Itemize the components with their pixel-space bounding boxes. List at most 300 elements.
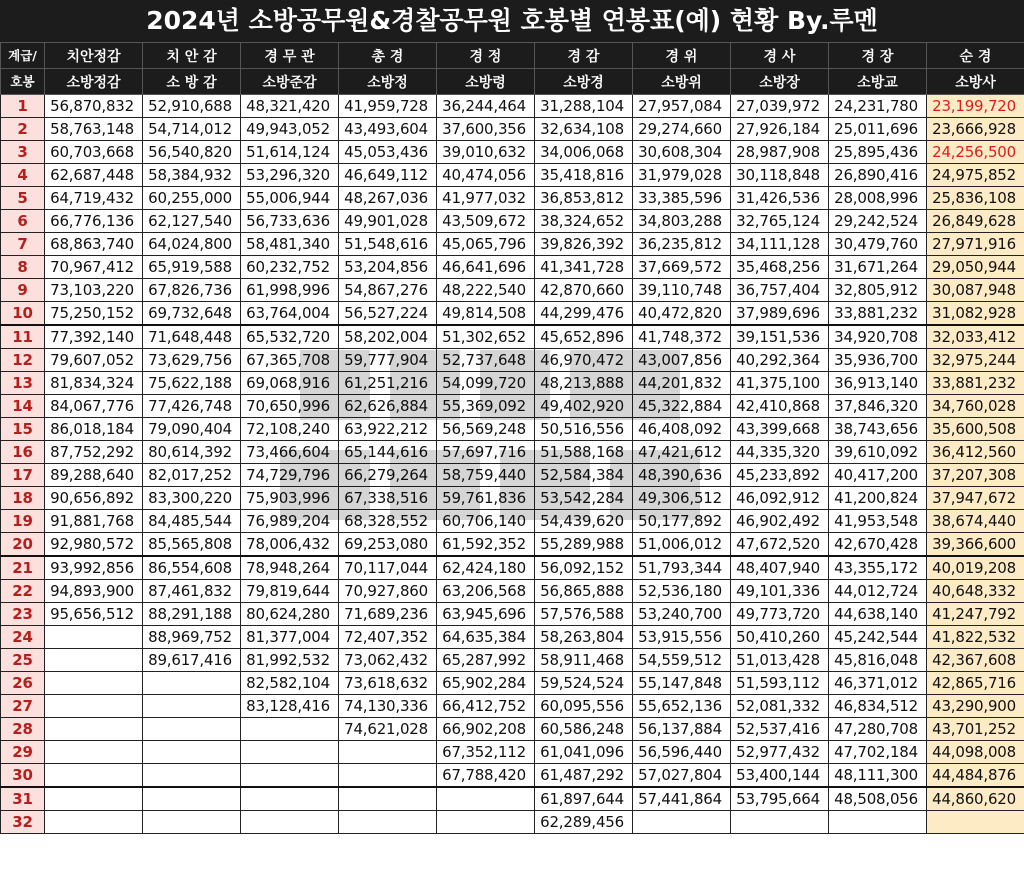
salary-cell: 52,081,332 bbox=[731, 695, 829, 718]
salary-cell: 37,600,356 bbox=[437, 118, 535, 141]
salary-cell: 56,870,832 bbox=[45, 95, 143, 118]
salary-cell: 32,765,124 bbox=[731, 210, 829, 233]
salary-cell: 69,068,916 bbox=[241, 372, 339, 395]
salary-cell: 35,468,256 bbox=[731, 256, 829, 279]
salary-table bbox=[0, 42, 1024, 834]
salary-cell: 27,957,084 bbox=[633, 95, 731, 118]
salary-cell bbox=[45, 811, 143, 834]
salary-cell: 45,652,896 bbox=[535, 325, 633, 349]
salary-cell: 60,232,752 bbox=[241, 256, 339, 279]
salary-cell: 75,903,996 bbox=[241, 487, 339, 510]
step-number: 14 bbox=[1, 395, 45, 418]
salary-cell: 58,481,340 bbox=[241, 233, 339, 256]
table-row bbox=[1, 764, 1024, 788]
salary-cell: 31,979,028 bbox=[633, 164, 731, 187]
salary-cell: 44,098,008 bbox=[927, 741, 1024, 764]
salary-cell: 51,548,616 bbox=[339, 233, 437, 256]
table-row bbox=[1, 141, 1024, 164]
salary-cell: 48,508,056 bbox=[829, 787, 927, 811]
salary-cell: 83,300,220 bbox=[143, 487, 241, 510]
rank-fire-header: 소방정 bbox=[339, 69, 437, 95]
salary-cell: 52,737,648 bbox=[437, 349, 535, 372]
table-row bbox=[1, 787, 1024, 811]
salary-cell: 38,743,656 bbox=[829, 418, 927, 441]
salary-cell: 63,922,212 bbox=[339, 418, 437, 441]
salary-cell: 56,540,820 bbox=[143, 141, 241, 164]
salary-cell: 42,670,428 bbox=[829, 533, 927, 557]
salary-cell bbox=[45, 626, 143, 649]
salary-cell: 79,607,052 bbox=[45, 349, 143, 372]
table-row bbox=[1, 811, 1024, 834]
table-row bbox=[1, 118, 1024, 141]
salary-cell bbox=[143, 695, 241, 718]
salary-cell: 42,410,868 bbox=[731, 395, 829, 418]
salary-cell: 25,836,108 bbox=[927, 187, 1024, 210]
salary-cell: 66,279,264 bbox=[339, 464, 437, 487]
salary-cell: 34,803,288 bbox=[633, 210, 731, 233]
step-number: 21 bbox=[1, 556, 45, 580]
salary-cell: 55,289,988 bbox=[535, 533, 633, 557]
salary-cell: 49,402,920 bbox=[535, 395, 633, 418]
salary-cell: 87,752,292 bbox=[45, 441, 143, 464]
step-number: 8 bbox=[1, 256, 45, 279]
salary-cell bbox=[437, 787, 535, 811]
salary-cell: 45,053,436 bbox=[339, 141, 437, 164]
salary-cell: 84,067,776 bbox=[45, 395, 143, 418]
salary-cell: 41,341,728 bbox=[535, 256, 633, 279]
table-row bbox=[1, 233, 1024, 256]
salary-cell: 48,267,036 bbox=[339, 187, 437, 210]
salary-cell: 49,901,028 bbox=[339, 210, 437, 233]
salary-cell: 56,733,636 bbox=[241, 210, 339, 233]
table-row bbox=[1, 533, 1024, 557]
table-row bbox=[1, 487, 1024, 510]
salary-cell: 25,895,436 bbox=[829, 141, 927, 164]
salary-cell: 29,050,944 bbox=[927, 256, 1024, 279]
salary-cell: 40,292,364 bbox=[731, 349, 829, 372]
salary-cell: 61,592,352 bbox=[437, 533, 535, 557]
salary-cell: 70,967,412 bbox=[45, 256, 143, 279]
salary-cell bbox=[45, 787, 143, 811]
table-row bbox=[1, 187, 1024, 210]
rank-fire-header: 소방장 bbox=[731, 69, 829, 95]
salary-cell: 55,652,136 bbox=[633, 695, 731, 718]
salary-cell: 34,111,128 bbox=[731, 233, 829, 256]
salary-cell bbox=[143, 764, 241, 788]
salary-cell: 61,897,644 bbox=[535, 787, 633, 811]
salary-cell: 71,648,448 bbox=[143, 325, 241, 349]
salary-cell: 95,656,512 bbox=[45, 603, 143, 626]
rank-police-header: 총 경 bbox=[339, 43, 437, 69]
salary-cell: 40,417,200 bbox=[829, 464, 927, 487]
salary-cell: 41,247,792 bbox=[927, 603, 1024, 626]
salary-cell: 82,582,104 bbox=[241, 672, 339, 695]
salary-cell: 34,920,708 bbox=[829, 325, 927, 349]
salary-cell: 42,367,608 bbox=[927, 649, 1024, 672]
salary-cell: 63,206,568 bbox=[437, 580, 535, 603]
salary-cell: 64,635,384 bbox=[437, 626, 535, 649]
step-number: 11 bbox=[1, 325, 45, 349]
salary-cell: 69,253,080 bbox=[339, 533, 437, 557]
salary-cell: 73,466,604 bbox=[241, 441, 339, 464]
salary-cell: 70,927,860 bbox=[339, 580, 437, 603]
step-number: 17 bbox=[1, 464, 45, 487]
salary-cell: 47,280,708 bbox=[829, 718, 927, 741]
salary-cell: 86,018,184 bbox=[45, 418, 143, 441]
salary-cell: 60,706,140 bbox=[437, 510, 535, 533]
salary-cell: 33,881,232 bbox=[829, 302, 927, 326]
salary-cell: 73,629,756 bbox=[143, 349, 241, 372]
salary-cell: 65,287,992 bbox=[437, 649, 535, 672]
salary-cell: 55,147,848 bbox=[633, 672, 731, 695]
table-header bbox=[1, 43, 1024, 95]
salary-cell: 90,656,892 bbox=[45, 487, 143, 510]
salary-cell: 30,087,948 bbox=[927, 279, 1024, 302]
salary-cell: 31,082,928 bbox=[927, 302, 1024, 326]
salary-cell: 48,407,940 bbox=[731, 556, 829, 580]
salary-cell: 48,390,636 bbox=[633, 464, 731, 487]
salary-cell: 65,902,284 bbox=[437, 672, 535, 695]
salary-cell: 79,090,404 bbox=[143, 418, 241, 441]
salary-cell: 30,479,760 bbox=[829, 233, 927, 256]
salary-cell bbox=[45, 741, 143, 764]
salary-cell: 56,865,888 bbox=[535, 580, 633, 603]
salary-cell: 51,593,112 bbox=[731, 672, 829, 695]
salary-cell: 69,732,648 bbox=[143, 302, 241, 326]
salary-cell: 88,291,188 bbox=[143, 603, 241, 626]
step-number: 32 bbox=[1, 811, 45, 834]
step-number: 9 bbox=[1, 279, 45, 302]
salary-cell bbox=[143, 787, 241, 811]
rank-police-header: 치 안 감 bbox=[143, 43, 241, 69]
salary-cell: 50,410,260 bbox=[731, 626, 829, 649]
salary-cell: 41,977,032 bbox=[437, 187, 535, 210]
salary-cell: 47,421,612 bbox=[633, 441, 731, 464]
salary-cell: 54,867,276 bbox=[339, 279, 437, 302]
step-number: 29 bbox=[1, 741, 45, 764]
salary-cell: 60,586,248 bbox=[535, 718, 633, 741]
salary-cell bbox=[45, 649, 143, 672]
salary-cell bbox=[45, 695, 143, 718]
salary-cell: 60,703,668 bbox=[45, 141, 143, 164]
step-number: 2 bbox=[1, 118, 45, 141]
salary-cell: 39,110,748 bbox=[633, 279, 731, 302]
salary-cell: 40,474,056 bbox=[437, 164, 535, 187]
salary-cell: 67,365,708 bbox=[241, 349, 339, 372]
salary-cell: 36,235,812 bbox=[633, 233, 731, 256]
salary-cell: 52,536,180 bbox=[633, 580, 731, 603]
salary-cell: 73,618,632 bbox=[339, 672, 437, 695]
salary-cell: 80,624,280 bbox=[241, 603, 339, 626]
salary-cell: 44,638,140 bbox=[829, 603, 927, 626]
salary-cell: 53,240,700 bbox=[633, 603, 731, 626]
salary-cell: 84,485,544 bbox=[143, 510, 241, 533]
rank-fire-header: 소방사 bbox=[927, 69, 1024, 95]
salary-cell: 53,915,556 bbox=[633, 626, 731, 649]
table-row bbox=[1, 695, 1024, 718]
salary-cell bbox=[339, 741, 437, 764]
salary-cell bbox=[241, 811, 339, 834]
salary-cell: 31,426,536 bbox=[731, 187, 829, 210]
salary-cell: 36,412,560 bbox=[927, 441, 1024, 464]
salary-cell: 52,584,384 bbox=[535, 464, 633, 487]
salary-cell: 49,773,720 bbox=[731, 603, 829, 626]
salary-cell: 32,805,912 bbox=[829, 279, 927, 302]
rank-police-header: 경 위 bbox=[633, 43, 731, 69]
salary-cell: 36,757,404 bbox=[731, 279, 829, 302]
salary-cell: 23,666,928 bbox=[927, 118, 1024, 141]
step-number: 28 bbox=[1, 718, 45, 741]
salary-cell: 37,947,672 bbox=[927, 487, 1024, 510]
salary-cell: 47,702,184 bbox=[829, 741, 927, 764]
salary-cell bbox=[339, 787, 437, 811]
salary-cell: 50,177,892 bbox=[633, 510, 731, 533]
salary-cell: 42,870,660 bbox=[535, 279, 633, 302]
rank-police-header: 경 감 bbox=[535, 43, 633, 69]
salary-cell: 38,324,652 bbox=[535, 210, 633, 233]
salary-cell: 66,776,136 bbox=[45, 210, 143, 233]
step-number: 19 bbox=[1, 510, 45, 533]
salary-cell bbox=[143, 672, 241, 695]
salary-cell: 51,588,168 bbox=[535, 441, 633, 464]
salary-cell: 40,648,332 bbox=[927, 580, 1024, 603]
salary-cell: 74,130,336 bbox=[339, 695, 437, 718]
table-row bbox=[1, 649, 1024, 672]
salary-cell: 39,151,536 bbox=[731, 325, 829, 349]
salary-cell: 32,033,412 bbox=[927, 325, 1024, 349]
table-row bbox=[1, 580, 1024, 603]
salary-cell: 53,204,856 bbox=[339, 256, 437, 279]
salary-cell: 67,338,516 bbox=[339, 487, 437, 510]
grade-header-bottom: 호봉 bbox=[1, 69, 45, 95]
salary-cell: 27,039,972 bbox=[731, 95, 829, 118]
salary-cell: 89,617,416 bbox=[143, 649, 241, 672]
step-number: 30 bbox=[1, 764, 45, 788]
salary-cell: 72,108,240 bbox=[241, 418, 339, 441]
salary-cell: 41,375,100 bbox=[731, 372, 829, 395]
salary-cell: 54,559,512 bbox=[633, 649, 731, 672]
salary-cell: 51,006,012 bbox=[633, 533, 731, 557]
salary-cell bbox=[143, 741, 241, 764]
salary-cell: 41,959,728 bbox=[339, 95, 437, 118]
salary-cell: 73,103,220 bbox=[45, 279, 143, 302]
salary-cell: 38,674,440 bbox=[927, 510, 1024, 533]
salary-cell: 28,008,996 bbox=[829, 187, 927, 210]
salary-cell: 31,671,264 bbox=[829, 256, 927, 279]
rank-fire-header: 소 방 감 bbox=[143, 69, 241, 95]
salary-cell: 80,614,392 bbox=[143, 441, 241, 464]
salary-cell: 46,371,012 bbox=[829, 672, 927, 695]
salary-cell: 48,321,420 bbox=[241, 95, 339, 118]
salary-cell: 46,902,492 bbox=[731, 510, 829, 533]
salary-cell: 74,729,796 bbox=[241, 464, 339, 487]
salary-cell: 58,384,932 bbox=[143, 164, 241, 187]
salary-cell: 89,288,640 bbox=[45, 464, 143, 487]
salary-cell: 43,493,604 bbox=[339, 118, 437, 141]
salary-cell: 66,412,752 bbox=[437, 695, 535, 718]
salary-cell: 40,019,208 bbox=[927, 556, 1024, 580]
salary-cell: 92,980,572 bbox=[45, 533, 143, 557]
salary-cell: 68,863,740 bbox=[45, 233, 143, 256]
table-row bbox=[1, 372, 1024, 395]
salary-cell: 35,600,508 bbox=[927, 418, 1024, 441]
salary-cell: 29,242,524 bbox=[829, 210, 927, 233]
salary-cell: 44,860,620 bbox=[927, 787, 1024, 811]
salary-cell: 24,231,780 bbox=[829, 95, 927, 118]
salary-cell: 44,484,876 bbox=[927, 764, 1024, 788]
table-row bbox=[1, 418, 1024, 441]
step-number: 27 bbox=[1, 695, 45, 718]
salary-cell: 46,641,696 bbox=[437, 256, 535, 279]
salary-cell: 60,255,000 bbox=[143, 187, 241, 210]
table-row bbox=[1, 603, 1024, 626]
step-number: 10 bbox=[1, 302, 45, 326]
salary-cell: 75,250,152 bbox=[45, 302, 143, 326]
salary-cell bbox=[45, 764, 143, 788]
salary-cell: 24,975,852 bbox=[927, 164, 1024, 187]
salary-cell: 61,998,996 bbox=[241, 279, 339, 302]
salary-cell: 64,719,432 bbox=[45, 187, 143, 210]
salary-cell: 45,242,544 bbox=[829, 626, 927, 649]
salary-cell: 58,911,468 bbox=[535, 649, 633, 672]
salary-cell: 23,199,720 bbox=[927, 95, 1024, 118]
salary-cell: 51,013,428 bbox=[731, 649, 829, 672]
salary-cell bbox=[241, 741, 339, 764]
salary-cell bbox=[143, 811, 241, 834]
salary-cell bbox=[731, 811, 829, 834]
salary-cell: 65,532,720 bbox=[241, 325, 339, 349]
table-row bbox=[1, 441, 1024, 464]
salary-cell: 36,853,812 bbox=[535, 187, 633, 210]
salary-cell: 41,822,532 bbox=[927, 626, 1024, 649]
salary-cell: 36,244,464 bbox=[437, 95, 535, 118]
table-row bbox=[1, 464, 1024, 487]
salary-cell: 39,010,632 bbox=[437, 141, 535, 164]
salary-cell: 63,764,004 bbox=[241, 302, 339, 326]
table-row bbox=[1, 349, 1024, 372]
salary-cell: 61,487,292 bbox=[535, 764, 633, 788]
step-number: 18 bbox=[1, 487, 45, 510]
rank-fire-header: 소방준감 bbox=[241, 69, 339, 95]
salary-cell: 32,975,244 bbox=[927, 349, 1024, 372]
salary-cell bbox=[45, 718, 143, 741]
salary-cell: 25,011,696 bbox=[829, 118, 927, 141]
rank-police-header: 경 장 bbox=[829, 43, 927, 69]
salary-cell: 78,948,264 bbox=[241, 556, 339, 580]
rank-fire-header: 소방교 bbox=[829, 69, 927, 95]
rank-police-header: 경 정 bbox=[437, 43, 535, 69]
salary-cell: 44,012,724 bbox=[829, 580, 927, 603]
salary-cell: 77,426,748 bbox=[143, 395, 241, 418]
grade-header-top: 계급/ bbox=[1, 43, 45, 69]
salary-cell: 63,945,696 bbox=[437, 603, 535, 626]
salary-cell: 50,516,556 bbox=[535, 418, 633, 441]
salary-cell: 52,977,432 bbox=[731, 741, 829, 764]
step-number: 24 bbox=[1, 626, 45, 649]
table-row bbox=[1, 510, 1024, 533]
salary-cell: 83,128,416 bbox=[241, 695, 339, 718]
rank-fire-header: 소방정감 bbox=[45, 69, 143, 95]
salary-cell: 91,881,768 bbox=[45, 510, 143, 533]
salary-cell: 52,910,688 bbox=[143, 95, 241, 118]
step-number: 22 bbox=[1, 580, 45, 603]
salary-cell: 48,213,888 bbox=[535, 372, 633, 395]
salary-cell bbox=[241, 787, 339, 811]
salary-cell bbox=[829, 811, 927, 834]
step-number: 16 bbox=[1, 441, 45, 464]
salary-cell: 59,761,836 bbox=[437, 487, 535, 510]
salary-cell: 24,256,500 bbox=[927, 141, 1024, 164]
rank-police-header: 치안정감 bbox=[45, 43, 143, 69]
salary-cell: 55,369,092 bbox=[437, 395, 535, 418]
salary-cell: 65,144,616 bbox=[339, 441, 437, 464]
salary-cell: 57,576,588 bbox=[535, 603, 633, 626]
table-row bbox=[1, 164, 1024, 187]
salary-cell: 79,819,644 bbox=[241, 580, 339, 603]
step-number: 26 bbox=[1, 672, 45, 695]
salary-cell: 43,701,252 bbox=[927, 718, 1024, 741]
salary-cell: 49,101,336 bbox=[731, 580, 829, 603]
salary-cell: 34,760,028 bbox=[927, 395, 1024, 418]
salary-cell: 72,407,352 bbox=[339, 626, 437, 649]
salary-cell: 51,793,344 bbox=[633, 556, 731, 580]
salary-cell: 51,302,652 bbox=[437, 325, 535, 349]
salary-cell: 57,441,864 bbox=[633, 787, 731, 811]
salary-cell: 93,992,856 bbox=[45, 556, 143, 580]
salary-cell bbox=[339, 811, 437, 834]
salary-cell: 85,565,808 bbox=[143, 533, 241, 557]
step-number: 4 bbox=[1, 164, 45, 187]
salary-cell: 43,509,672 bbox=[437, 210, 535, 233]
salary-cell: 33,881,232 bbox=[927, 372, 1024, 395]
salary-cell: 37,669,572 bbox=[633, 256, 731, 279]
table-row bbox=[1, 210, 1024, 233]
table-row bbox=[1, 741, 1024, 764]
step-number: 12 bbox=[1, 349, 45, 372]
salary-cell: 54,714,012 bbox=[143, 118, 241, 141]
salary-cell: 55,006,944 bbox=[241, 187, 339, 210]
salary-cell: 58,202,004 bbox=[339, 325, 437, 349]
page-title: 2024년 소방공무원&경찰공무원 호봉별 연봉표(예) 현황 By.루멘 bbox=[0, 0, 1024, 42]
table-row bbox=[1, 395, 1024, 418]
salary-cell: 46,970,472 bbox=[535, 349, 633, 372]
salary-cell: 74,621,028 bbox=[339, 718, 437, 741]
salary-cell: 54,439,620 bbox=[535, 510, 633, 533]
table-row bbox=[1, 718, 1024, 741]
step-number: 3 bbox=[1, 141, 45, 164]
salary-cell: 39,826,392 bbox=[535, 233, 633, 256]
salary-cell: 35,936,700 bbox=[829, 349, 927, 372]
step-number: 15 bbox=[1, 418, 45, 441]
salary-cell: 67,352,112 bbox=[437, 741, 535, 764]
salary-cell: 44,335,320 bbox=[731, 441, 829, 464]
step-number: 25 bbox=[1, 649, 45, 672]
table-row bbox=[1, 95, 1024, 118]
salary-cell: 56,092,152 bbox=[535, 556, 633, 580]
rank-police-header: 경 무 관 bbox=[241, 43, 339, 69]
salary-cell: 52,537,416 bbox=[731, 718, 829, 741]
salary-cell: 37,846,320 bbox=[829, 395, 927, 418]
salary-cell: 53,795,664 bbox=[731, 787, 829, 811]
salary-cell bbox=[927, 811, 1024, 834]
salary-cell: 49,943,052 bbox=[241, 118, 339, 141]
table-row bbox=[1, 302, 1024, 326]
salary-cell: 60,095,556 bbox=[535, 695, 633, 718]
salary-cell bbox=[241, 718, 339, 741]
salary-cell: 73,062,432 bbox=[339, 649, 437, 672]
salary-cell: 41,748,372 bbox=[633, 325, 731, 349]
salary-cell: 34,006,068 bbox=[535, 141, 633, 164]
